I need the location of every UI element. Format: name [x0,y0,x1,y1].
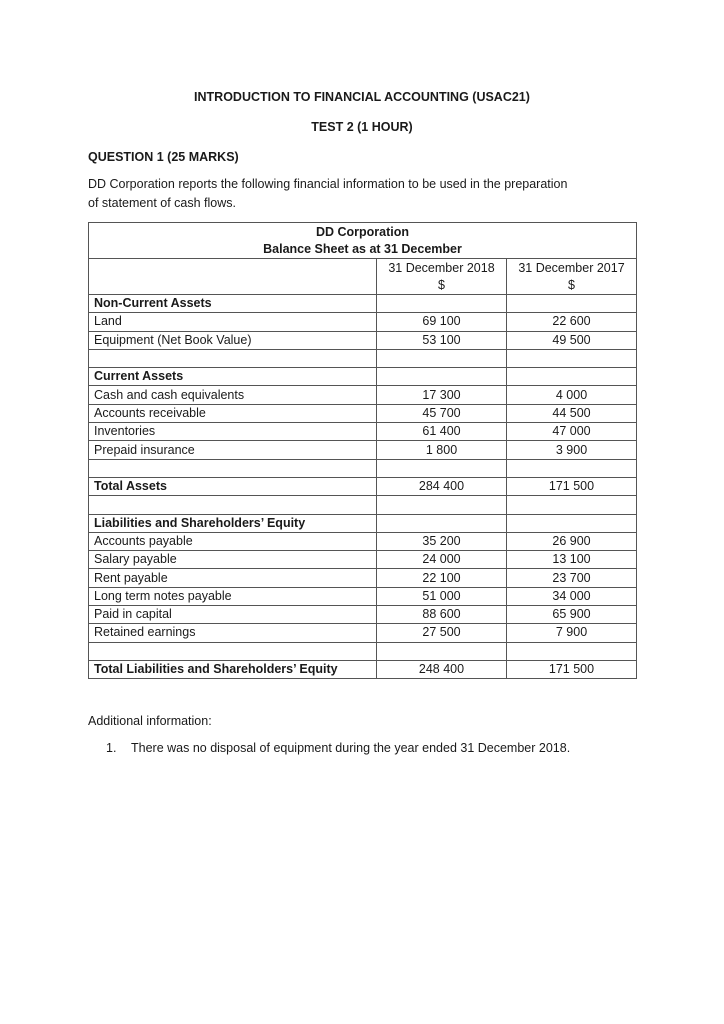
table-row [89,642,637,660]
value-2017 [507,368,637,386]
row-label: Equipment (Net Book Value) [89,331,377,349]
row-label: Land [89,313,377,331]
value-2017: 23 700 [507,569,637,587]
table-row [89,441,637,459]
value-2017 [507,514,637,532]
row-label: Current Assets [89,368,377,386]
value-2017 [507,349,637,367]
additional-info-heading: Additional information: [88,714,212,728]
value-2018: 27 500 [377,624,507,642]
row-label: Prepaid insurance [89,441,377,459]
table-row [89,423,637,441]
value-2017 [507,496,637,514]
value-2018: 1 800 [377,441,507,459]
value-2017: 44 500 [507,404,637,422]
value-2018: 53 100 [377,331,507,349]
value-2018 [377,295,507,313]
table-row [89,532,637,550]
currency-2018: $ [438,277,445,292]
row-label [89,459,377,477]
table-row [89,496,637,514]
value-2017: 34 000 [507,587,637,605]
value-2018: 45 700 [377,404,507,422]
table-row [89,386,637,404]
value-2017 [507,459,637,477]
table-row [89,477,637,495]
document-title: INTRODUCTION TO FINANCIAL ACCOUNTING (USAC21) [194,90,530,104]
additional-item-text: There was no disposal of equipment during the year ended 31 December 2018. [131,741,571,755]
row-label: Total Liabilities and Shareholders’ Equity [89,660,377,678]
table-row [89,569,637,587]
table-row [89,459,637,477]
table-row [89,551,637,569]
column-header-2017: 31 December 2017 [518,260,625,275]
table-row [89,313,637,331]
row-label: Non-Current Assets [89,295,377,313]
row-label: Long term notes payable [89,587,377,605]
table-row [89,295,637,313]
value-2018 [377,496,507,514]
row-label: Cash and cash equivalents [89,386,377,404]
value-2018: 284 400 [377,477,507,495]
row-label: Rent payable [89,569,377,587]
value-2017: 171 500 [507,660,637,678]
row-label: Accounts payable [89,532,377,550]
value-2018 [377,459,507,477]
table-row [89,404,637,422]
row-label: Paid in capital [89,606,377,624]
table-row [89,660,637,678]
value-2018: 22 100 [377,569,507,587]
row-label [89,642,377,660]
value-2018 [377,349,507,367]
statement-title: Balance Sheet as at 31 December [263,241,462,256]
intro-text-line-1: DD Corporation reports the following financial information to be used in the preparation [88,177,568,191]
intro-text-line-2: of statement of cash flows. [88,196,236,210]
table-row [89,349,637,367]
value-2017: 3 900 [507,441,637,459]
value-2017 [507,642,637,660]
test-subtitle: TEST 2 (1 HOUR) [311,120,413,134]
table-row [89,624,637,642]
value-2017: 49 500 [507,331,637,349]
table-row [89,514,637,532]
value-2017: 65 900 [507,606,637,624]
value-2018: 17 300 [377,386,507,404]
table-row [89,606,637,624]
table-row [89,587,637,605]
value-2018: 88 600 [377,606,507,624]
value-2017: 47 000 [507,423,637,441]
currency-2017: $ [568,277,575,292]
row-label: Retained earnings [89,624,377,642]
value-2018: 24 000 [377,551,507,569]
value-2017: 22 600 [507,313,637,331]
header-blank [89,259,377,295]
value-2018: 61 400 [377,423,507,441]
row-label: Total Assets [89,477,377,495]
value-2018 [377,368,507,386]
row-label: Inventories [89,423,377,441]
row-label: Salary payable [89,551,377,569]
value-2017: 26 900 [507,532,637,550]
value-2017: 13 100 [507,551,637,569]
table-row [89,331,637,349]
table-row [89,368,637,386]
additional-item-number: 1. [106,741,117,755]
value-2017 [507,295,637,313]
value-2017: 4 000 [507,386,637,404]
question-heading: QUESTION 1 (25 MARKS) [88,150,239,164]
company-name: DD Corporation [315,224,410,239]
value-2017: 7 900 [507,624,637,642]
row-label [89,496,377,514]
row-label [89,349,377,367]
value-2018 [377,642,507,660]
value-2018 [377,514,507,532]
balance-sheet-table [88,222,637,679]
value-2017: 171 500 [507,477,637,495]
value-2018: 69 100 [377,313,507,331]
value-2018: 51 000 [377,587,507,605]
value-2018: 248 400 [377,660,507,678]
row-label: Accounts receivable [89,404,377,422]
row-label: Liabilities and Shareholders’ Equity [89,514,377,532]
column-header-2018: 31 December 2018 [388,260,495,275]
value-2018: 35 200 [377,532,507,550]
